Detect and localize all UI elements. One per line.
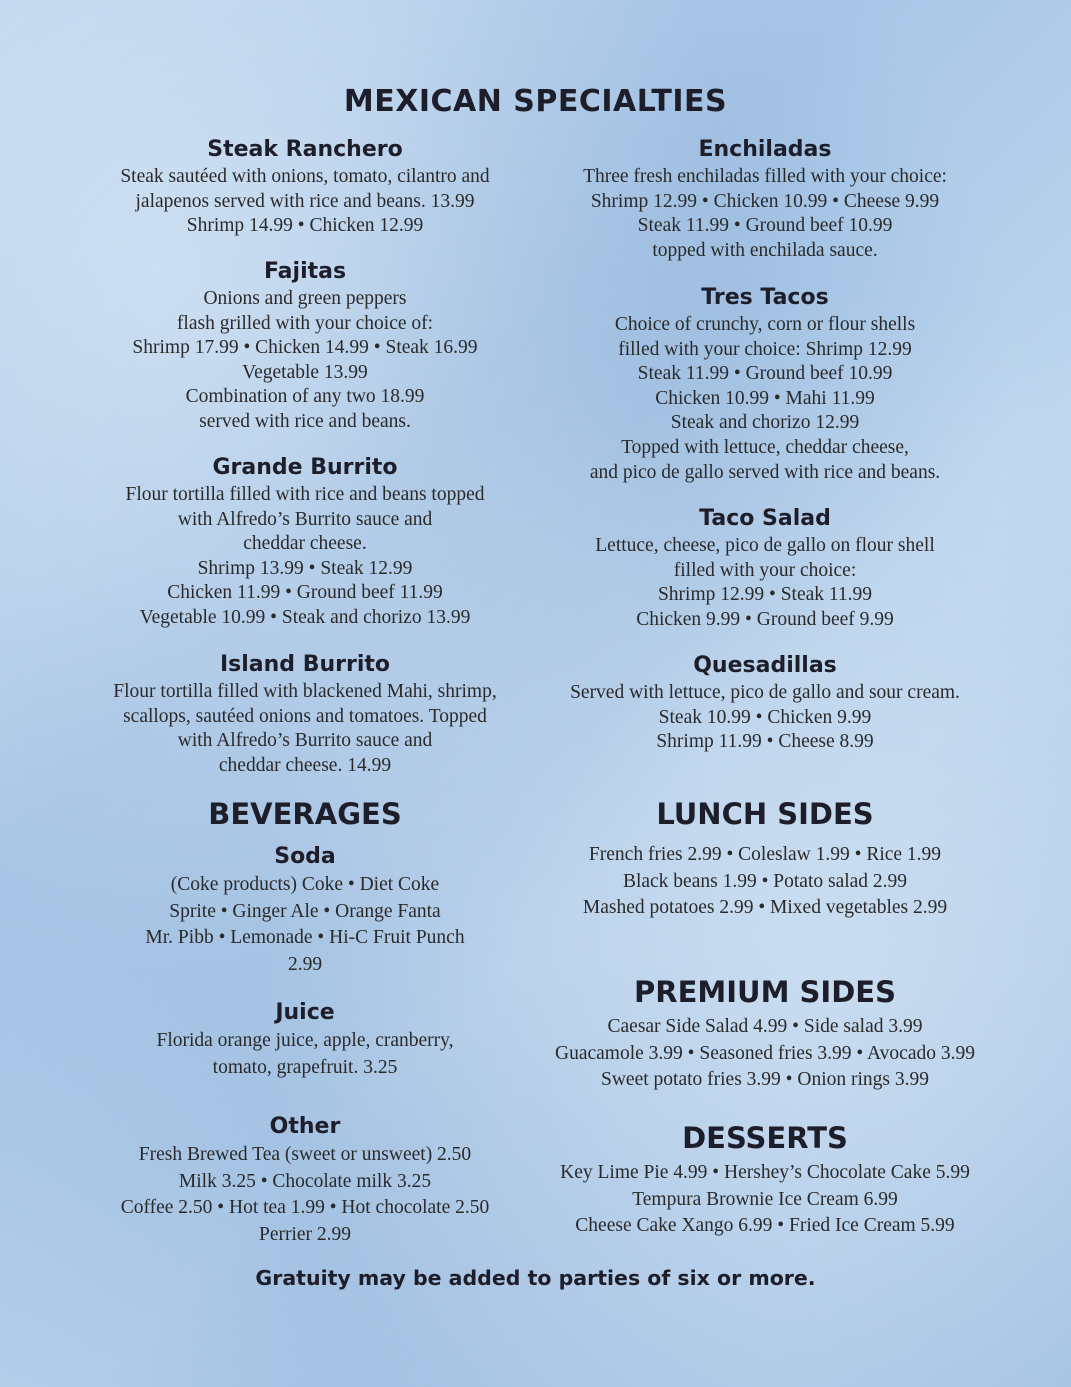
item-description xyxy=(90,287,520,435)
item-description xyxy=(540,534,990,632)
right-column xyxy=(540,135,990,1240)
premium-sides-section xyxy=(540,972,990,1118)
section-items xyxy=(540,842,990,922)
description-line: Coffee 2.50 • Hot tea 1.99 • Hot chocolate 2.50 xyxy=(120,1197,490,1218)
item-description xyxy=(90,1142,520,1248)
item-title: Taco Salad xyxy=(699,506,831,531)
menu-item-enchiladas xyxy=(540,135,990,283)
description-line: Cheese Cake Xango 6.99 • Fried Ice Cream 5.99 xyxy=(575,1215,955,1236)
item-description xyxy=(90,872,520,978)
item-description xyxy=(540,681,990,755)
description-line: served with rice and beans. xyxy=(199,410,411,432)
section-title: PREMIUM SIDES xyxy=(634,975,896,1009)
item-description xyxy=(90,165,520,239)
description-line: flash grilled with your choice of: xyxy=(176,312,434,334)
description-line: Shrimp 12.99 • Chicken 10.99 • Cheese 9.99 xyxy=(590,190,940,212)
section-items xyxy=(540,1014,990,1094)
description-line: filled with your choice: Shrimp 12.99 xyxy=(618,338,912,360)
description-line: Steak and chorizo 12.99 xyxy=(670,412,860,434)
description-line: Perrier 2.99 xyxy=(258,1223,352,1245)
item-title: Tres Tacos xyxy=(701,285,829,310)
description-line: Vegetable 13.99 xyxy=(242,361,368,383)
section-title: DESSERTS xyxy=(682,1121,848,1155)
description-line: Topped with lettuce, cheddar cheese, xyxy=(621,436,909,458)
beverage-group-other xyxy=(90,1112,520,1248)
description-line: Milk 3.25 • Chocolate milk 3.25 xyxy=(178,1170,432,1192)
desserts-section xyxy=(540,1118,990,1240)
menu-item-island-burrito xyxy=(90,650,520,794)
item-title: Steak Ranchero xyxy=(207,137,403,162)
description-line: French fries 2.99 • Coleslaw 1.99 • Rice 1.99 xyxy=(588,844,942,865)
gratuity-note: Gratuity may be added to parties of six or more. xyxy=(255,1266,816,1290)
description-line: Shrimp 14.99 • Chicken 12.99 xyxy=(186,215,424,237)
description-line: filled with your choice: xyxy=(673,559,857,581)
item-description xyxy=(540,165,990,263)
description-line: cheddar cheese. 14.99 xyxy=(218,754,392,776)
description-line: Shrimp 13.99 • Steak 12.99 xyxy=(197,557,413,579)
section-title: BEVERAGES xyxy=(208,797,402,831)
page-title: MEXICAN SPECIALTIES xyxy=(343,84,728,119)
item-title: Juice xyxy=(275,1000,335,1025)
description-line: Chicken 9.99 • Ground beef 9.99 xyxy=(636,608,894,630)
item-title: Quesadillas xyxy=(693,653,837,678)
description-line: Fresh Brewed Tea (sweet or unsweet) 2.50 xyxy=(138,1144,472,1165)
description-line: Choice of crunchy, corn or flour shells xyxy=(614,314,916,335)
description-line: Key Lime Pie 4.99 • Hershey’s Chocolate Cake 5.99 xyxy=(560,1162,970,1183)
description-line: Served with lettuce, pico de gallo and sour cream. xyxy=(570,682,960,703)
description-line: and pico de gallo served with rice and beans. xyxy=(589,461,941,483)
description-line: (Coke products) Coke • Diet Coke xyxy=(170,874,440,895)
description-line: Flour tortilla filled with rice and beans topped xyxy=(125,484,485,505)
menu-item-steak-ranchero xyxy=(90,135,520,257)
description-line: Steak sautéed with onions, tomato, cilantro and xyxy=(120,166,490,187)
description-line: Sprite • Ginger Ale • Orange Fanta xyxy=(169,900,441,922)
description-line: Vegetable 10.99 • Steak and chorizo 13.99 xyxy=(139,606,471,628)
description-line: Black beans 1.99 • Potato salad 2.99 xyxy=(622,870,908,892)
description-line: topped with enchilada sauce. xyxy=(652,239,878,261)
description-line: Flour tortilla filled with blackened Mahi, shrimp, xyxy=(113,681,497,702)
description-line: cheddar cheese. xyxy=(243,533,367,555)
description-line: Steak 10.99 • Chicken 9.99 xyxy=(658,706,872,728)
description-line: Florida orange juice, apple, cranberry, xyxy=(156,1030,454,1051)
item-title: Island Burrito xyxy=(219,652,391,677)
description-line: Three fresh enchiladas filled with your choice: xyxy=(583,166,947,187)
description-line: Chicken 10.99 • Mahi 11.99 xyxy=(655,387,875,409)
description-line: Tempura Brownie Ice Cream 6.99 xyxy=(632,1188,898,1210)
description-line: Lettuce, cheese, pico de gallo on flour shell xyxy=(595,535,935,556)
item-title: Enchiladas xyxy=(698,137,832,162)
item-description xyxy=(90,1028,520,1081)
menu-item-grande-burrito xyxy=(90,453,520,650)
item-description xyxy=(90,483,520,631)
menu-item-taco-salad xyxy=(540,504,990,651)
item-title: Soda xyxy=(274,844,336,869)
description-line: Combination of any two 18.99 xyxy=(185,386,425,408)
item-title: Fajitas xyxy=(263,259,347,284)
description-line: Steak 11.99 • Ground beef 10.99 xyxy=(637,363,893,385)
description-line: Shrimp 17.99 • Chicken 14.99 • Steak 16.99 xyxy=(132,337,478,359)
description-line: scallops, sautéed onions and tomatoes. Topped xyxy=(123,705,487,727)
item-description xyxy=(90,680,520,778)
section-items xyxy=(540,1160,990,1240)
description-line: Shrimp 11.99 • Cheese 8.99 xyxy=(656,731,874,753)
description-line: Mr. Pibb • Lemonade • Hi-C Fruit Punch xyxy=(145,927,465,948)
beverages-section xyxy=(90,794,520,1248)
beverage-group-juice xyxy=(90,998,520,1112)
description-line: Shrimp 12.99 • Steak 11.99 xyxy=(657,584,873,606)
item-title: Grande Burrito xyxy=(212,455,398,480)
menu-item-tres-tacos xyxy=(540,283,990,504)
description-line: Caesar Side Salad 4.99 • Side salad 3.99 xyxy=(607,1016,923,1037)
description-line: Sweet potato fries 3.99 • Onion rings 3.99 xyxy=(601,1069,929,1090)
menu-item-quesadillas xyxy=(540,651,990,794)
description-line: with Alfredo’s Burrito sauce and xyxy=(177,508,433,530)
description-line: Onions and green peppers xyxy=(203,288,407,309)
beverage-group-soda xyxy=(90,842,520,998)
item-title: Other xyxy=(269,1114,341,1139)
item-description xyxy=(540,313,990,485)
description-line: Guacamole 3.99 • Seasoned fries 3.99 • Avocado 3.99 xyxy=(555,1042,975,1064)
lunch-sides-section xyxy=(540,794,990,972)
description-line: Steak 11.99 • Ground beef 10.99 xyxy=(637,215,893,237)
description-line: 2.99 xyxy=(287,953,323,975)
description-line: Mashed potatoes 2.99 • Mixed vegetables 2.99 xyxy=(582,897,948,918)
left-column xyxy=(90,135,520,1248)
description-line: tomato, grapefruit. 3.25 xyxy=(212,1056,398,1078)
section-title: LUNCH SIDES xyxy=(656,797,874,831)
menu-item-fajitas xyxy=(90,257,520,453)
description-line: Chicken 11.99 • Ground beef 11.99 xyxy=(167,582,443,604)
description-line: jalapenos served with rice and beans. 13.99 xyxy=(135,190,475,212)
description-line: with Alfredo’s Burrito sauce and xyxy=(177,730,433,752)
